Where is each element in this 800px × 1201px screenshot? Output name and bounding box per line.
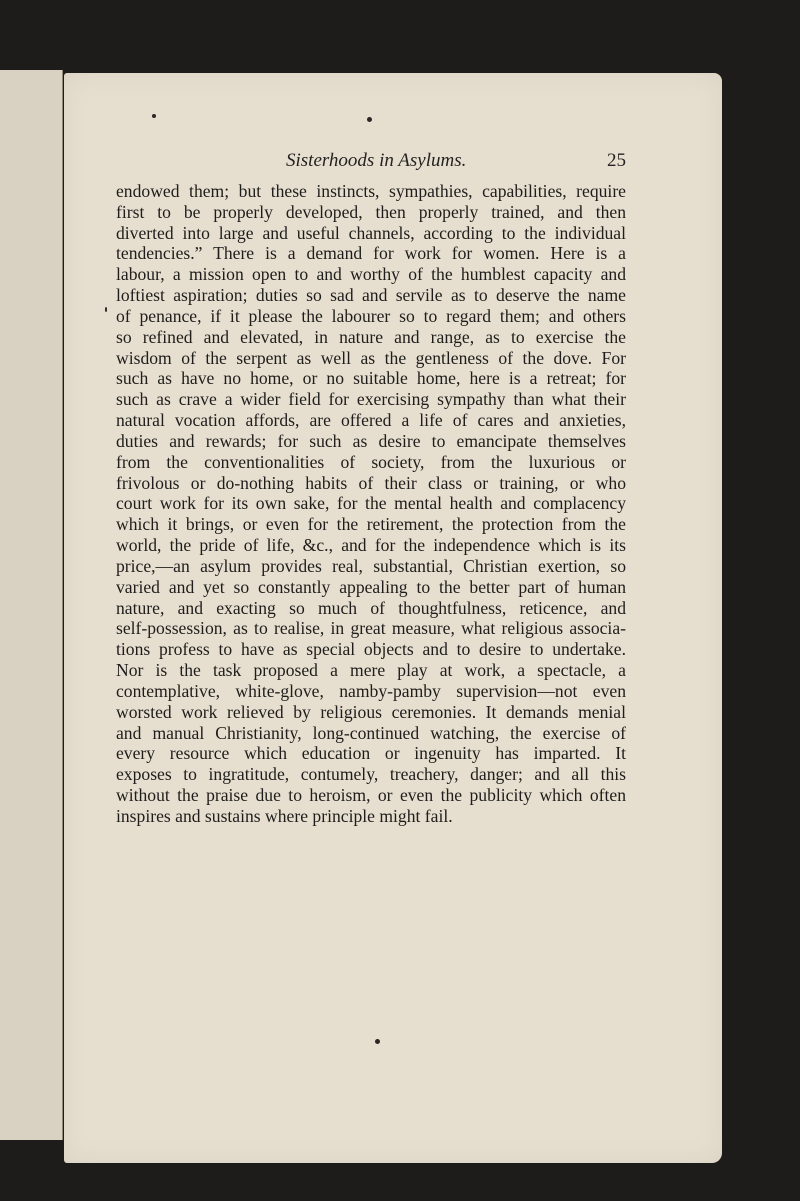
running-header <box>286 150 626 174</box>
text-line: every resource which education or ingenuity has imparted. It <box>116 743 626 764</box>
text-line: labour, a mission open to and worthy of the humblest capacity and <box>116 264 626 285</box>
text-line: duties and rewards; for such as desire to emancipate themselves <box>116 430 626 451</box>
previous-page-edge <box>0 70 63 1140</box>
text-line: from the conventionalities of society, from the luxurious or <box>116 451 626 472</box>
text-line: contemplative, white-glove, namby-pamby supervision—not even <box>116 680 626 701</box>
text-line: tions profess to have as special objects and to desire to undertake. <box>116 639 626 660</box>
text-line: Nor is the task proposed a mere play at work, a spectacle, a <box>116 660 626 681</box>
text-line: exposes to ingratitude, contumely, treachery, danger; and all this <box>116 764 626 785</box>
running-title: Sisterhoods in Asylums. <box>286 150 467 171</box>
text-line: which it brings, or even for the retirement, the protection from the <box>116 514 626 535</box>
page-number: 25 <box>607 150 626 171</box>
text-line: world, the pride of life, &c., and for the independence which is its <box>116 535 626 556</box>
text-line: natural vocation affords, are offered a life of cares and anxieties, <box>116 410 626 431</box>
text-line: such as have no home, or no suitable home, here is a retreat; for <box>116 368 626 389</box>
text-line: loftiest aspiration; duties so sad and servile as to deserve the name <box>116 285 626 306</box>
ink-speck <box>152 114 156 118</box>
text-line: worsted work relieved by religious ceremonies. It demands menial <box>116 701 626 722</box>
text-line: court work for its own sake, for the mental health and complacency <box>116 493 626 514</box>
text-line: wisdom of the serpent as well as the gentleness of the dove. For <box>116 347 626 368</box>
ink-speck <box>105 307 107 312</box>
ink-speck <box>367 117 372 122</box>
text-line: without the praise due to heroism, or even the publicity which often <box>116 785 626 806</box>
text-line: self-possession, as to realise, in great measure, what religious associa- <box>116 618 626 639</box>
text-line: diverted into large and useful channels, according to the individual <box>116 222 626 243</box>
text-line: and manual Christianity, long-continued watching, the exercise of <box>116 722 626 743</box>
body-text <box>116 181 626 827</box>
text-line: varied and yet so constantly appealing to the better part of human <box>116 576 626 597</box>
text-line: of penance, if it please the labourer so to regard them; and others <box>116 305 626 326</box>
text-line: inspires and sustains where principle might fail. <box>116 805 453 826</box>
ink-speck <box>375 1039 380 1044</box>
text-line: price,—an asylum provides real, substantial, Christian exertion, so <box>116 555 626 576</box>
text-line: frivolous or do-nothing habits of their class or training, or who <box>116 472 626 493</box>
text-line: tendencies.” There is a demand for work for women. Here is a <box>116 243 626 264</box>
text-line: such as crave a wider field for exercising sympathy than what their <box>116 389 626 410</box>
text-line: nature, and exacting so much of thoughtfulness, reticence, and <box>116 597 626 618</box>
text-line: endowed them; but these instincts, sympathies, capabilities, require <box>116 181 626 201</box>
text-line: first to be properly developed, then properly trained, and then <box>116 201 626 222</box>
text-line: so refined and elevated, in nature and range, as to exercise the <box>116 326 626 347</box>
